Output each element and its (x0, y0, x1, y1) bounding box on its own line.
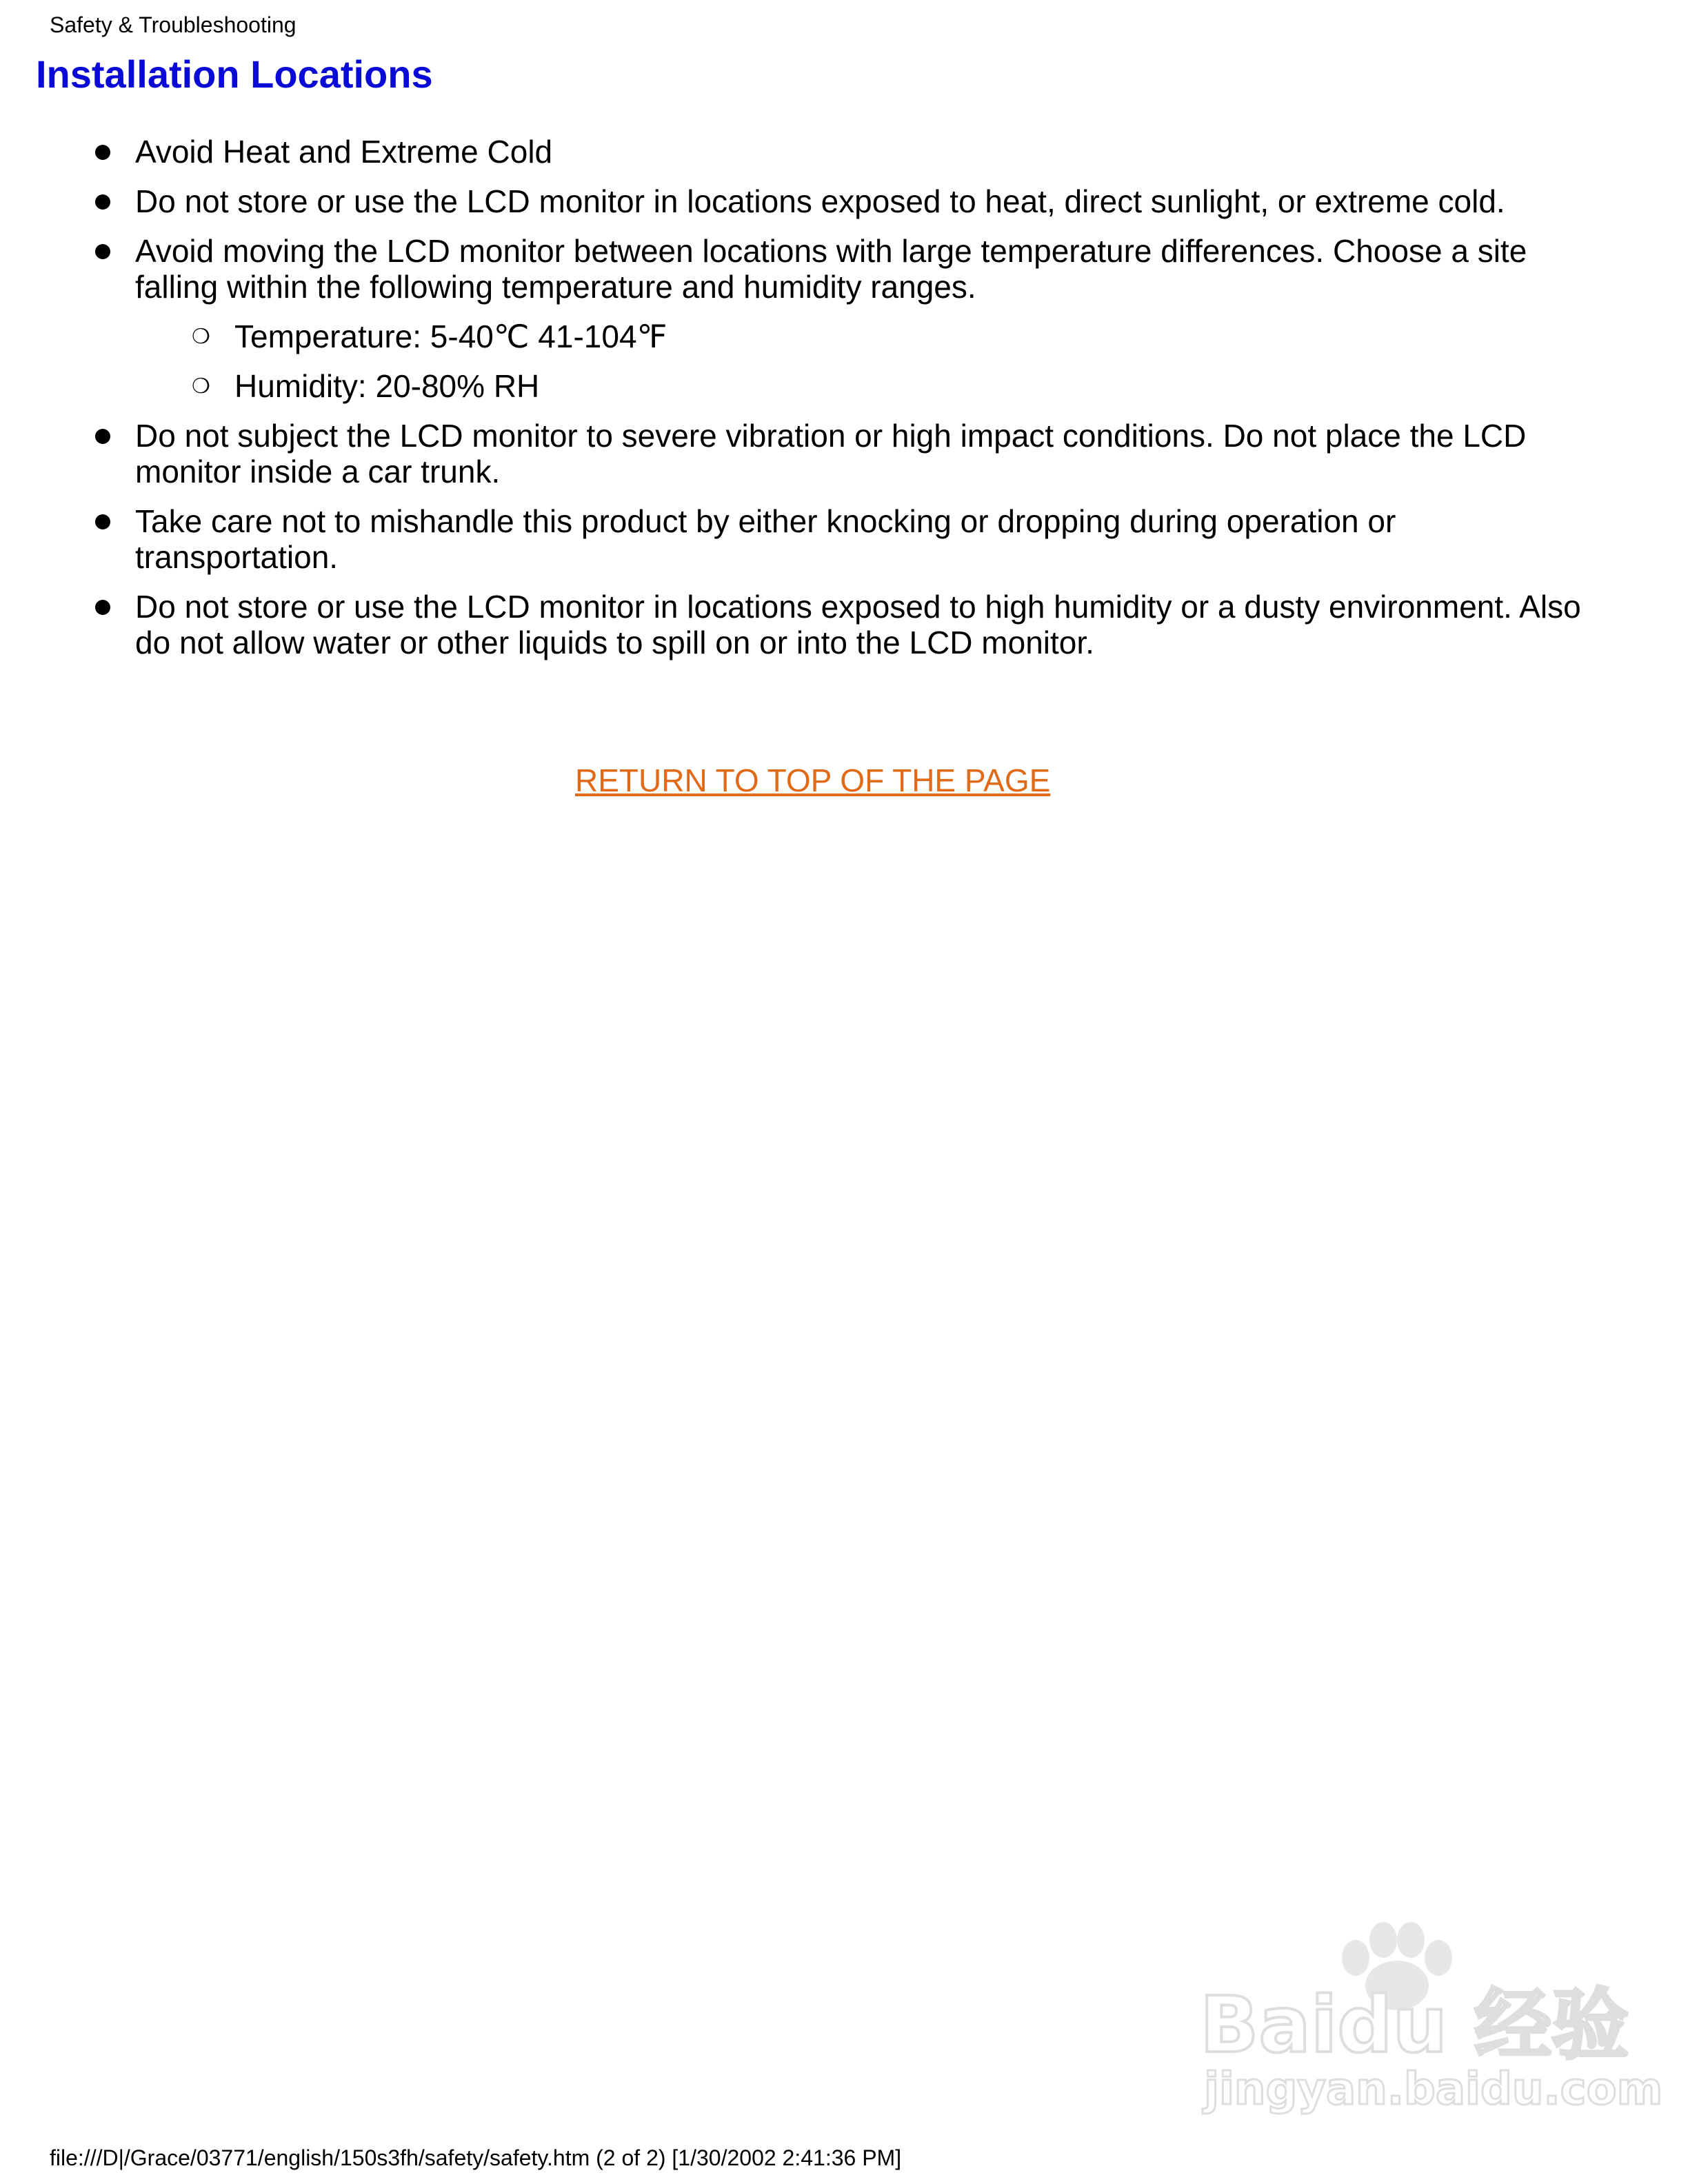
bullet-icon (95, 194, 110, 210)
bullet-icon (95, 600, 110, 615)
sub-list-item-text: Temperature: 5-40℃ 41-104℉ (234, 318, 667, 354)
hollow-circle-bullet-icon: ❍ (192, 375, 210, 398)
bullet-icon (95, 145, 110, 160)
list-item-text: Do not store or use the LCD monitor in locations exposed to high humidity or a dusty environment. Also do not allow water or other liquids to spill on or into the LCD monitor. (135, 589, 1581, 660)
bullet-icon (95, 429, 110, 444)
list-item (0, 503, 1688, 575)
page-title: Installation Locations (36, 52, 433, 96)
bullet-icon (95, 514, 110, 529)
sub-list-item-text: Humidity: 20-80% RH (234, 368, 540, 404)
installation-list (0, 134, 1688, 674)
list-item (0, 589, 1688, 660)
list-item (0, 183, 1688, 219)
list-item-text: Avoid Heat and Extreme Cold (135, 134, 553, 170)
list-item (0, 233, 1688, 305)
header-section-label: Safety & Troubleshooting (50, 12, 297, 37)
list-item (0, 418, 1688, 489)
return-to-top-link[interactable]: RETURN TO TOP OF THE PAGE (575, 762, 1051, 798)
list-item-text: Do not store or use the LCD monitor in locations exposed to heat, direct sunlight, or extreme cold. (135, 183, 1505, 219)
bullet-icon (95, 244, 110, 259)
footer-file-path: file:///D|/Grace/03771/english/150s3fh/safety/safety.htm (2 of 2) [1/30/2002 2:41:36 PM] (50, 2145, 902, 2170)
sub-list-item (0, 368, 1688, 404)
hollow-circle-bullet-icon: ❍ (192, 325, 210, 348)
sub-list-item (0, 318, 1688, 354)
watermark-brand: Baidu 经验 (1200, 1981, 1629, 2070)
baidu-watermark (1183, 1917, 1663, 2116)
list-item-text: Do not subject the LCD monitor to severe vibration or high impact conditions. Do not place the LCD monitor inside a car trunk. (135, 418, 1527, 489)
list-item-text: Take care not to mishandle this product by either knocking or dropping during operation or transportation. (135, 503, 1396, 575)
watermark-url: jingyan.baidu.com (1204, 2064, 1663, 2115)
list-item-text: Avoid moving the LCD monitor between locations with large temperature differences. Choose a site falling within the following temperature and humidity ranges. (135, 233, 1527, 305)
list-item (0, 134, 1688, 170)
